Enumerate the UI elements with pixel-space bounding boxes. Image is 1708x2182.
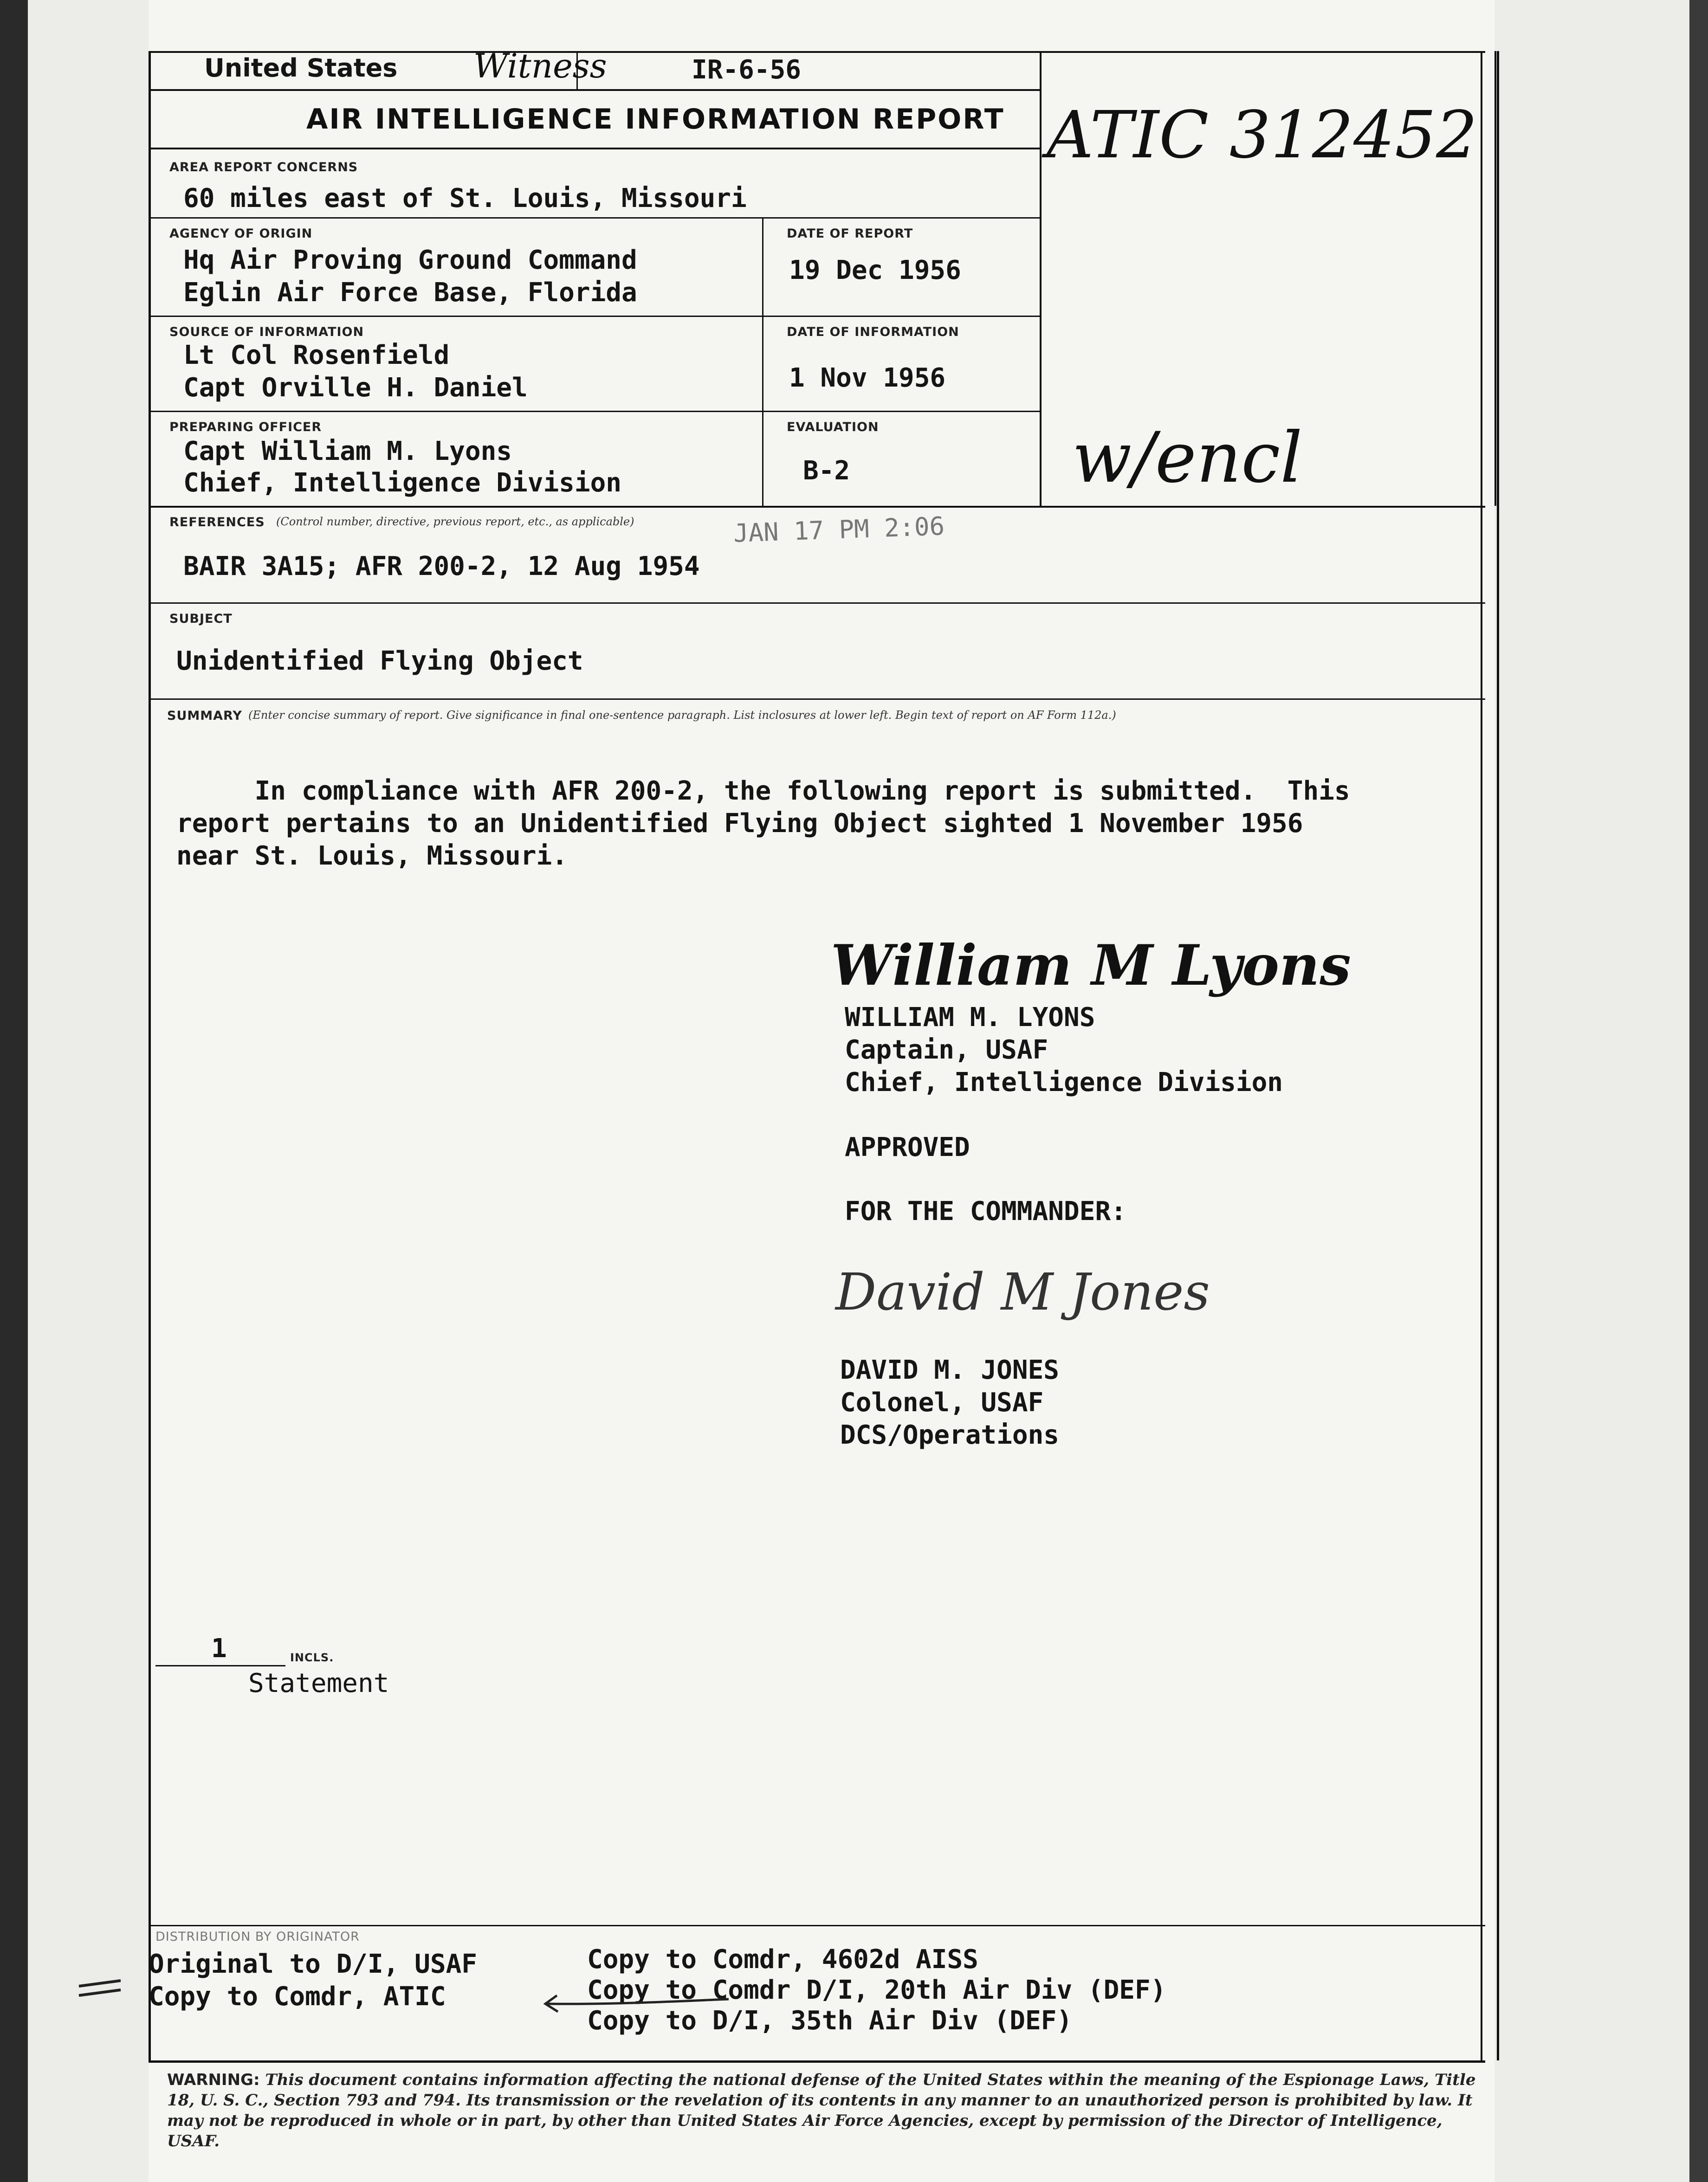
atic-box-right [1494,51,1496,506]
report-number: IR-6-56 [692,55,802,85]
signer1-title: Chief, Intelligence Division [845,1067,1283,1097]
distribution-label: DISTRIBUTION BY ORIGINATOR [155,1930,360,1944]
signer2-title: DCS/Operations [840,1420,1060,1450]
distribution-right-1: Copy to Comdr, 4602d AISS [587,1944,978,1975]
warning-label: WARNING: [167,2071,260,2089]
source-line1: Lt Col Rosenfield [183,340,450,370]
report-page [149,0,1494,2182]
incl-count: 1 [211,1633,227,1664]
evaluation-value: B-2 [803,456,850,486]
subject-label: SUBJECT [169,612,233,626]
atic-number-handwritten: ATIC 312452 [1047,97,1478,173]
date-of-information-label: DATE OF INFORMATION [787,325,959,339]
subject-value: Unidentified Flying Object [176,646,583,676]
agency-line1: Hq Air Proving Ground Command [183,245,637,275]
frame-right [1497,51,1499,2060]
warning-text: This document contains information affecting the national defense of the United States within the meaning of the Espionage Laws, Title 18, U. S. C., Section 793 and 794. Its transmission or the revelation of its contents in any manner to an unauthorized person is prohibited by law. It may not be reproduced in whole or in part, by other than United States Air Force Agencies, except by permission of the Director of Intelligence, USAF. [167,2071,1476,2150]
signer1-name: WILLIAM M. LYONS [845,1002,1095,1033]
approved-label: APPROVED [845,1132,970,1162]
source-line2: Capt Orville H. Daniel [183,373,528,403]
source-label: SOURCE OF INFORMATION [169,325,364,339]
evaluation-label: EVALUATION [787,420,879,434]
area-value: 60 miles east of St. Louis, Missouri [183,183,747,213]
references-label: REFERENCES [169,515,265,529]
date-of-report-label: DATE OF REPORT [787,226,913,241]
signer2-rank: Colonel, USAF [840,1388,1044,1418]
for-commander-label: FOR THE COMMANDER: [845,1196,1126,1227]
incl-label: INCLS. [290,1651,334,1664]
preparing-officer-line1: Capt William M. Lyons [183,436,512,466]
signer2-name: DAVID M. JONES [840,1355,1060,1385]
distribution-left-1: Original to D/I, USAF [149,1949,478,1979]
agency-line2: Eglin Air Force Base, Florida [183,278,637,308]
date-of-report-value: 19 Dec 1956 [789,255,961,285]
signature-lyons: William M Lyons [831,933,1351,998]
summary-hint: (Enter concise summary of report. Give significance in final one-sentence paragraph. List inclosures at lower left. Begin text of report on AF Form 112a.) [248,709,1116,722]
area-label: AREA REPORT CONCERNS [169,160,358,174]
summary-line-3: near St. Louis, Missouri. [176,841,568,871]
report-title: AIR INTELLIGENCE INFORMATION REPORT [306,103,1005,136]
encl-handwritten: w/encl [1072,418,1303,498]
country-label: United States [204,53,398,83]
summary-line-1: In compliance with AFR 200-2, the following report is submitted. This [176,776,1350,806]
scan-edge-left [0,0,28,2182]
summary-label: SUMMARY [167,709,242,723]
incl-item: Statement [248,1668,389,1698]
handwritten-classification: Witness [473,46,607,85]
received-stamp: JAN 17 PM 2:06 [733,511,945,548]
references-hint: (Control number, directive, previous report, etc., as applicable) [276,515,634,528]
distribution-right-2: Copy to Comdr D/I, 20th Air Div (DEF) [587,1975,1166,2005]
references-value: BAIR 3A15; AFR 200-2, 12 Aug 1954 [183,551,700,581]
distribution-right-3: Copy to D/I, 35th Air Div (DEF) [587,2006,1073,2036]
signer1-rank: Captain, USAF [845,1035,1048,1065]
preparing-officer-line2: Chief, Intelligence Division [183,468,622,498]
warning-notice [167,2070,1476,2151]
agency-label: AGENCY OF ORIGIN [169,226,313,241]
summary-line-2: report pertains to an Unidentified Flying Object sighted 1 November 1956 [176,808,1303,839]
distribution-arrow-mark [149,0,1494,2182]
distribution-left-2: Copy to Comdr, ATIC [149,1982,446,2012]
preparing-officer-label: PREPARING OFFICER [169,420,322,434]
date-of-information-value: 1 Nov 1956 [789,363,946,393]
scan-edge-right [1689,0,1708,2182]
signature-jones: David M Jones [835,1262,1210,1322]
